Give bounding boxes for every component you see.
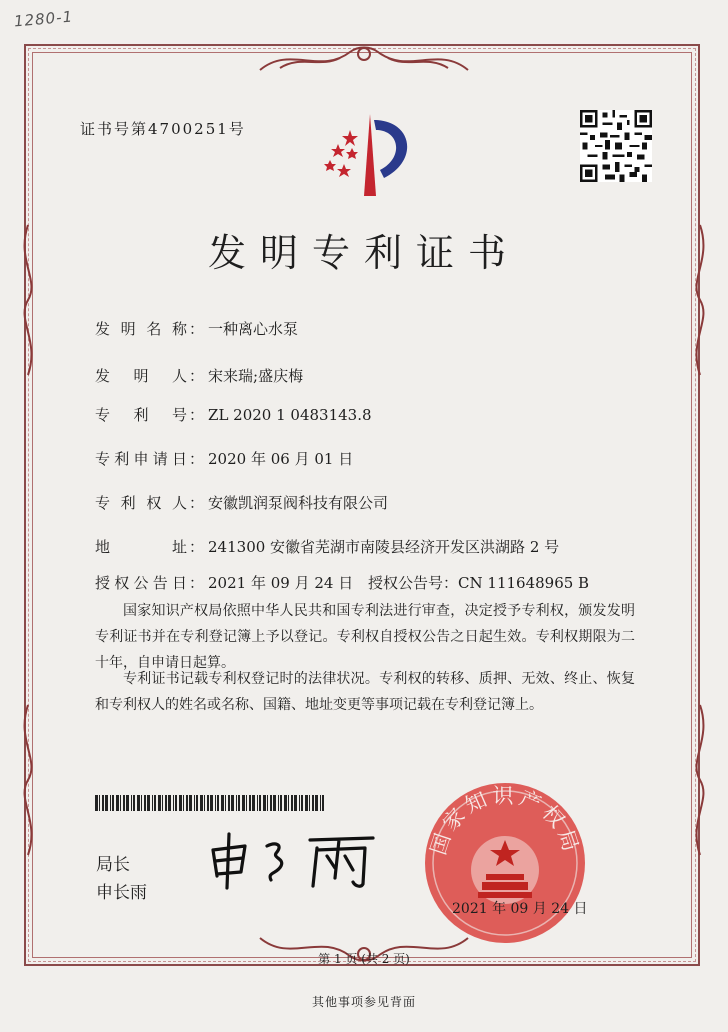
field-label: 专利申请日 xyxy=(95,450,187,468)
seal-date: 2021 年 09 月 24 日 xyxy=(452,901,588,917)
certificate-number: 证书号第4700251号 xyxy=(80,120,246,138)
field-value: 2021 年 09 月 24 日 xyxy=(208,574,354,592)
field-label: 专利权人 xyxy=(95,494,187,512)
field-application-date: 专利申请日 ： 2020 年 06 月 01 日 xyxy=(95,450,354,468)
field-label: 地址 xyxy=(95,538,187,556)
qr-code-icon xyxy=(580,110,652,182)
seal-text: 国家知识产权局 xyxy=(426,784,584,858)
field-value: ZL 2020 1 0483143.8 xyxy=(208,406,372,424)
field-label: 授权公告日 xyxy=(95,574,187,592)
field-value: 宋来瑞;盛庆梅 xyxy=(208,367,304,385)
field-patent-number: 专利号 ： ZL 2020 1 0483143.8 xyxy=(95,406,372,424)
top-ornament-icon xyxy=(250,40,478,80)
field-announcement-date: 授权公告日 ： 2021 年 09 月 24 日 xyxy=(95,574,354,592)
field-value: 安徽凯润泵阀科技有限公司 xyxy=(208,494,389,512)
director-name: 申长雨 xyxy=(96,883,147,903)
right-ornament-icon-lower xyxy=(688,700,712,860)
field-invention-name: 发明名称 ： 一种离心水泵 xyxy=(95,320,299,338)
field-label: 发明人 xyxy=(95,367,187,385)
certificate-paragraph-1: 国家知识产权局依照中华人民共和国专利法进行审查，决定授予专利权，颁发发明专利证书并在专利登记簿上予以登记。专利权自授权公告之日起生效。专利权期限为二十年，自申请日起算。 xyxy=(95,603,635,671)
official-seal-icon xyxy=(420,778,590,948)
left-ornament-icon-lower xyxy=(16,700,40,860)
field-value: CN 111648965 B xyxy=(458,574,590,592)
handwritten-note: 1280-1 xyxy=(13,7,74,31)
barcode-icon xyxy=(95,795,327,811)
director-title: 局长 xyxy=(96,855,130,875)
field-label: 发明名称 xyxy=(95,320,187,338)
patent-office-logo-icon xyxy=(316,108,422,200)
certificate-paragraph-2: 专利证书记载专利权登记时的法律状况。专利权的转移、质押、无效、终止、恢复和专利权人的姓名或名称、国籍、地址变更等事项记载在专利登记簿上。 xyxy=(95,671,635,713)
field-announcement-number: 授权公告号：CN 111648965 B xyxy=(368,574,590,592)
footer-note: 其他事项参见背面 xyxy=(311,995,416,1009)
page-indicator: 第 1 页 (共 2 页) xyxy=(318,952,410,966)
field-value: 2020 年 06 月 01 日 xyxy=(208,450,354,468)
field-patentee: 专利权人 ： 安徽凯润泵阀科技有限公司 xyxy=(95,494,389,512)
field-value: 一种离心水泵 xyxy=(208,320,299,338)
field-inventor: 发明人 ： 宋来瑞;盛庆梅 xyxy=(95,367,304,385)
field-value: 241300 安徽省芜湖市南陵县经济开发区洪湖路 2 号 xyxy=(208,538,560,556)
certificate-title: 发明专利证书 xyxy=(207,231,520,275)
field-address: 地址 ： 241300 安徽省芜湖市南陵县经济开发区洪湖路 2 号 xyxy=(95,538,560,556)
field-label: 授权公告号 xyxy=(368,574,444,592)
field-label: 专利号 xyxy=(95,406,187,424)
director-signature-icon xyxy=(205,828,380,892)
